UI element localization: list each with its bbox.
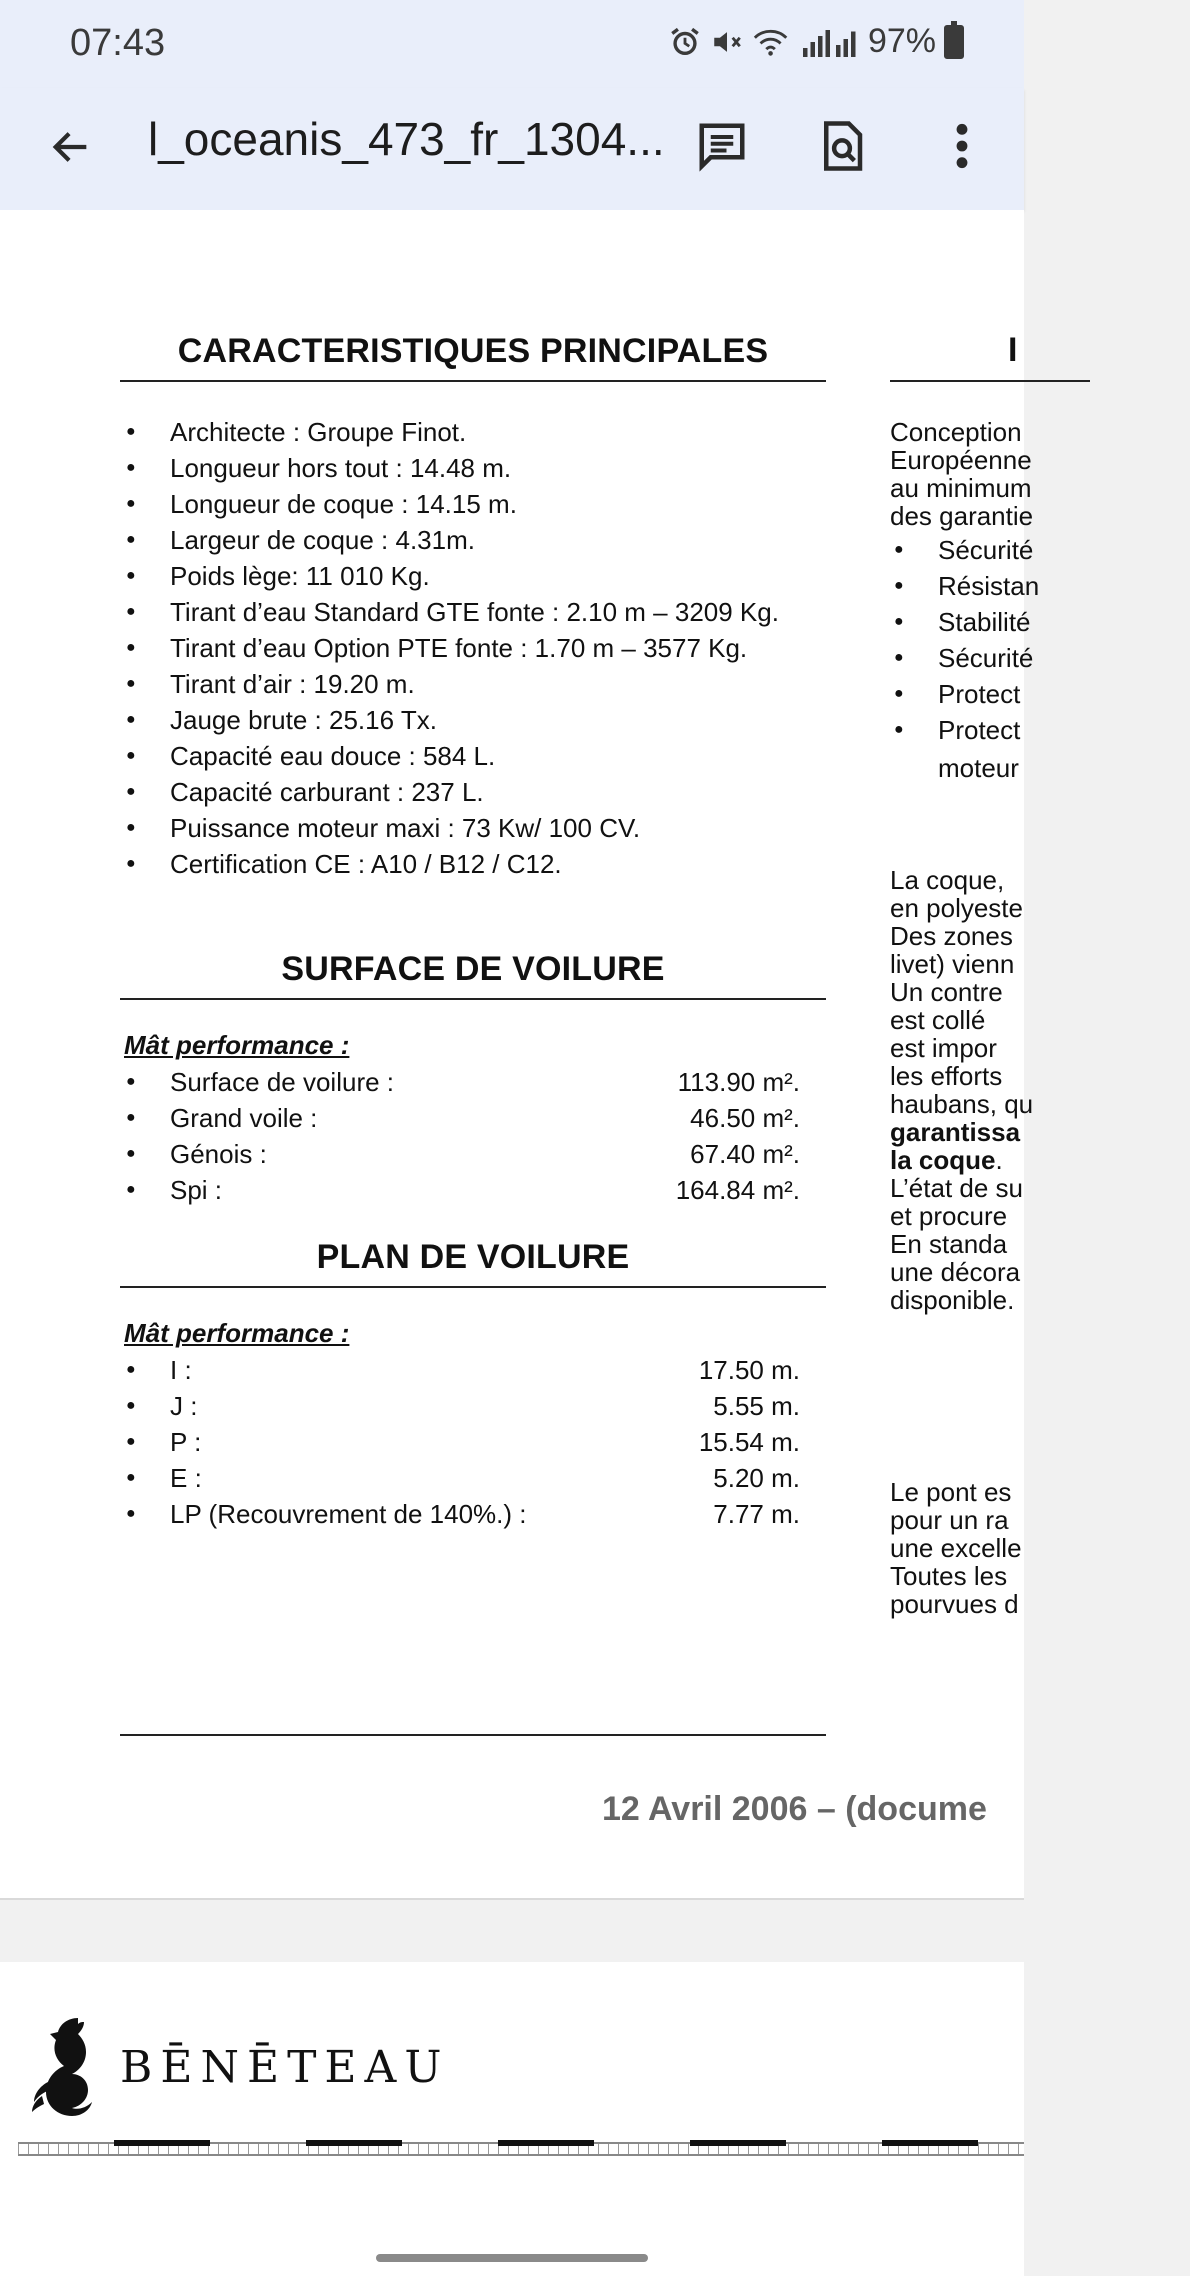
beneteau-logo: [28, 2012, 449, 2122]
list-item: [120, 1424, 800, 1460]
list-item: ● Architecte : Groupe Finot.: [120, 414, 826, 450]
item-value: 46.50 m².: [690, 1103, 800, 1133]
list-item: ● Résistan: [890, 568, 1039, 604]
text-fragment: La coque,: [890, 865, 1005, 895]
section-rule: [120, 998, 826, 1000]
text-fragment: est collé: [890, 1005, 986, 1035]
plan-subheading: Mât performance :: [124, 1318, 350, 1348]
list-item: ● Protect: [890, 676, 1039, 712]
list-item: [120, 1064, 800, 1100]
item-label: LP (Recouvrement de 140%.) :: [170, 1499, 527, 1529]
status-bar: [0, 0, 1024, 88]
text-fragment: des garantie: [890, 501, 1034, 531]
ruler-segment: [690, 2140, 786, 2146]
item-value: 5.55 m.: [713, 1391, 800, 1421]
page-ruler: [18, 2142, 1024, 2156]
signal-icon: [800, 24, 860, 60]
more-options-button[interactable]: [926, 110, 998, 182]
item-value: 17.50 m.: [698, 1355, 800, 1385]
ruler-segment: [882, 2140, 978, 2146]
list-item: ● Tirant d’air : 19.20 m.: [120, 666, 826, 702]
text-fragment: pourvues d: [890, 1589, 1019, 1619]
text-fragment: disponible.: [890, 1285, 1015, 1315]
list-item: ● Largeur de coque : 4.31m.: [120, 522, 826, 558]
text-fragment: et procure: [890, 1201, 1008, 1231]
text-fragment: Conception: [890, 417, 1022, 447]
text-fragment: garantissa: [890, 1117, 1021, 1147]
text-fragment: Européenne: [890, 445, 1032, 475]
document-title: l_oceanis_473_fr_1304...: [148, 113, 665, 165]
find-in-page-button[interactable]: [806, 110, 878, 182]
pdf-page: [0, 210, 1040, 1900]
text-fragment: Le pont es: [890, 1477, 1012, 1507]
list-item: ● Sécurité: [890, 532, 1039, 568]
item-value: 113.90 m².: [677, 1067, 800, 1097]
caracteristiques-list: [120, 414, 826, 882]
section-rule: [120, 380, 826, 382]
more-vert-icon: [952, 121, 972, 171]
plan-list: [120, 1352, 800, 1532]
text-fragment: Des zones: [890, 921, 1013, 951]
battery-icon: [944, 25, 964, 59]
text-fragment: livet) vienn: [890, 949, 1015, 979]
text-fragment: L’état de su: [890, 1173, 1023, 1203]
wifi-calling-icon: [752, 24, 792, 60]
section-rule: [890, 380, 1090, 382]
text-fragment: En standa: [890, 1229, 1008, 1259]
item-value: 164.84 m².: [675, 1175, 800, 1205]
item-value: 7.77 m.: [713, 1499, 800, 1529]
text-fragment: Un contre: [890, 977, 1003, 1007]
status-icons: [668, 22, 964, 61]
surface-list: [120, 1064, 800, 1208]
item-label: Grand voile :: [170, 1103, 318, 1133]
item-value: 5.20 m.: [713, 1463, 800, 1493]
text-fragment: pour un ra: [890, 1505, 1009, 1535]
text-fragment: en polyeste: [890, 893, 1023, 923]
ruler-segment: [114, 2140, 210, 2146]
list-item: ● Longueur hors tout : 14.48 m.: [120, 450, 826, 486]
app-bar: [0, 88, 1024, 210]
battery-percent: 97%: [867, 22, 936, 60]
comment-button[interactable]: [686, 110, 758, 182]
item-label: E :: [170, 1463, 202, 1493]
ruler-segment: [306, 2140, 402, 2146]
text-fragment: Toutes les: [890, 1561, 1008, 1591]
alarm-icon: [668, 24, 702, 60]
item-label: Spi :: [170, 1175, 223, 1205]
document-viewer[interactable]: [0, 210, 1040, 1900]
caracteristiques-title: CARACTERISTIQUES PRINCIPALES: [177, 332, 769, 370]
home-gesture-bar[interactable]: [376, 2254, 648, 2262]
bold-fragment: la coque: [890, 1145, 996, 1175]
list-item: ● Protect: [890, 712, 1039, 748]
list-item: [120, 1136, 800, 1172]
mute-icon: [710, 24, 744, 60]
footer-date: 12 Avril 2006 – (docume: [602, 1790, 987, 1828]
right-heading-fragment: I: [1008, 331, 1018, 369]
list-item: ● Sécurité: [890, 640, 1039, 676]
list-item: ● Tirant d’eau Standard GTE fonte : 2.10 m – 3209 Kg.: [120, 594, 826, 630]
surface-subheading: Mât performance :: [124, 1030, 350, 1060]
item-value: 15.54 m.: [698, 1427, 800, 1457]
footer-rule: [120, 1734, 826, 1736]
logo-wordmark: BĒNĒTEAU: [120, 2041, 450, 2093]
item-label: Génois :: [170, 1139, 267, 1169]
comment-icon: [695, 119, 749, 173]
list-item: ● Jauge brute : 25.16 Tx.: [120, 702, 826, 738]
text-fragment: les efforts: [890, 1061, 1003, 1091]
status-time: 07:43: [70, 22, 166, 64]
list-item: ● Capacité eau douce : 584 L.: [120, 738, 826, 774]
list-item: ● Capacité carburant : 237 L.: [120, 774, 826, 810]
text-fragment: moteur: [938, 753, 1019, 783]
back-button[interactable]: [38, 114, 104, 180]
text-fragment: haubans, qu: [890, 1089, 1034, 1119]
back-arrow-icon: [48, 124, 94, 170]
list-item: [120, 1496, 800, 1532]
surface-title: SURFACE DE VOILURE: [281, 950, 665, 988]
list-item: ● Stabilité: [890, 604, 1039, 640]
item-value: 67.40 m².: [690, 1139, 800, 1169]
list-item: [120, 1460, 800, 1496]
section-rule: [120, 1286, 826, 1288]
find-in-page-icon: [817, 119, 867, 173]
next-pdf-page: [0, 1962, 1024, 2276]
item-label: J :: [170, 1391, 198, 1421]
list-item: ● Certification CE : A10 / B12 / C12.: [120, 846, 826, 882]
text-fragment: est impor: [890, 1033, 997, 1063]
item-label: I :: [170, 1355, 192, 1385]
text-fragment: une excelle: [890, 1533, 1022, 1563]
list-item: ● Longueur de coque : 14.15 m.: [120, 486, 826, 522]
plan-title: PLAN DE VOILURE: [316, 1238, 630, 1276]
item-label: Surface de voilure :: [170, 1067, 395, 1097]
text-fragment: au minimum: [890, 473, 1032, 503]
text-fragment: une décora: [890, 1257, 1021, 1287]
punctuation: .: [995, 1145, 1003, 1175]
right-bullets: [890, 532, 1039, 748]
list-item: ● Puissance moteur maxi : 73 Kw/ 100 CV.: [120, 810, 826, 846]
list-item: [120, 1100, 800, 1136]
list-item: ● Poids lège: 11 010 Kg.: [120, 558, 826, 594]
item-label: P :: [170, 1427, 202, 1457]
list-item: [120, 1172, 800, 1208]
list-item: [120, 1388, 800, 1424]
seahorse-logo-icon: [28, 2012, 112, 2122]
list-item: [120, 1352, 800, 1388]
ruler-segment: [498, 2140, 594, 2146]
list-item: ● Tirant d’eau Option PTE fonte : 1.70 m – 3577 Kg.: [120, 630, 826, 666]
